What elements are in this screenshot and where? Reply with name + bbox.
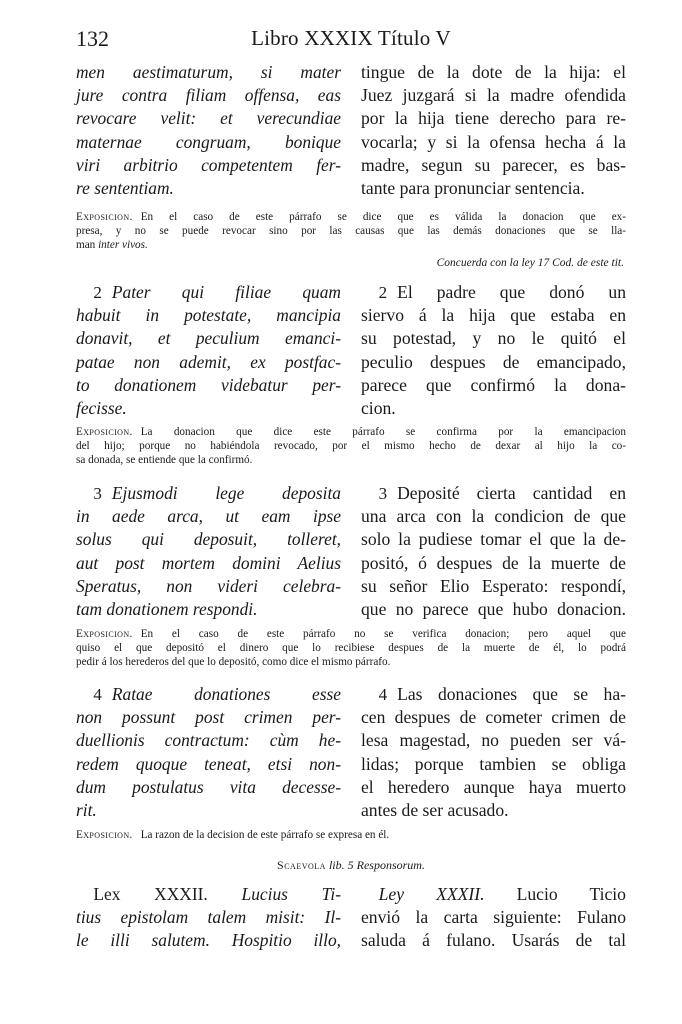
spanish-line: 3 Deposité cierta cantidad en (378, 483, 626, 503)
latin-line: viri arbitrio competentem fer- (76, 154, 341, 175)
law-heading: Ley XXXII. (378, 884, 485, 904)
spanish-line: madre, segun su parecer, es bas- (361, 154, 626, 175)
latin-line: to donationem videbatur per- (76, 374, 341, 395)
paragraph-number: 4 (378, 685, 388, 704)
paragraph-number: 4 (93, 685, 102, 704)
exposicion-label: Exposicion. (76, 426, 133, 438)
spanish-line: positó, ó despues de la muerte de (361, 552, 626, 573)
paragraph-number: 2 (93, 283, 102, 302)
spanish-line: cion. (361, 397, 396, 418)
page-number: 132 (76, 26, 109, 51)
exposicion-note-1 (76, 210, 626, 253)
latin-line: re sententiam. (76, 177, 174, 198)
latin-line: tius epistolam talem misit: Il- (76, 907, 341, 928)
spanish-line: por la hija tiene derecho para re- (361, 108, 626, 129)
spanish-column (361, 482, 626, 621)
latin-line: patae non ademit, ex postfac- (76, 351, 341, 372)
latin-line: 2 Pater qui filiae quam (93, 282, 341, 302)
spanish-line: que no parece que hubo donacion. (361, 598, 626, 619)
latin-line: revocare velit: et verecundiae (76, 108, 341, 129)
spanish-column (361, 281, 626, 420)
exposicion-note-2 (76, 425, 626, 468)
spanish-line: su potestad, y no le quitó el (361, 328, 626, 349)
exposicion-note-3 (76, 627, 626, 670)
paragraph-number: 3 (93, 484, 102, 503)
spanish-line: 4 Las donaciones que se ha- (378, 684, 626, 704)
latin-line: Speratus, non videri celebra- (76, 575, 341, 596)
spanish-line: saluda á fulano. Usarás de tal (361, 930, 626, 951)
page-header (76, 26, 626, 54)
running-title: Libro XXXIX Título V (251, 26, 451, 50)
exposicion-line: man inter vivos. (76, 239, 148, 252)
latin-column (76, 281, 341, 420)
exposicion-line: pedir á los herederos del que lo depositó, como dice el mismo párrafo. (76, 656, 391, 669)
latin-line: habuit in potestate, mancipia (76, 305, 341, 326)
spanish-line: una arca con la condicion de que (361, 506, 626, 527)
spanish-line: siervo á la hija que estaba en (361, 305, 626, 326)
latin-line: tam donationem respondi. (76, 598, 258, 619)
exposicion-line: Exposicion. En el caso de este párrafo se dice que es válida la donacion que ex- (76, 211, 626, 223)
latin-line: rit. (76, 799, 97, 820)
exposicion-line: Exposicion. La razon de la decision de este párrafo se expresa en él. (76, 829, 390, 841)
latin-line: redem quoque teneat, etsi non- (76, 753, 341, 774)
latin-line: duellionis contractum: cùm he- (76, 730, 341, 751)
spanish-line: cen despues de cometer crimen de (361, 707, 626, 728)
spanish-line: envió la carta siguiente: Fulano (361, 907, 626, 928)
latin-line: donavit, et peculium emanci- (76, 328, 341, 349)
exposicion-line: Exposicion. En el caso de este párrafo no se verifica donacion; pero aquel que (76, 628, 626, 640)
latin-column (76, 61, 341, 200)
spanish-line: tante para pronunciar sentencia. (361, 177, 585, 198)
exposicion-line: Exposicion. La donacion que dice este párrafo se confirma por la emancipacion (76, 426, 626, 438)
spanish-line: su señor Elio Esperato: respondí, (361, 575, 626, 596)
exposicion-line: sa donada, se entiende que la confirmó. (76, 454, 253, 467)
spanish-line: Juez juzgará si la madre ofendida (361, 85, 626, 106)
latin-column (76, 683, 341, 822)
fragment-3 (76, 482, 626, 622)
latin-line: 3 Ejusmodi lege deposita (93, 483, 341, 503)
latin-line: 4 Ratae donationes esse (93, 684, 341, 704)
latin-line: jure contra filiam offensa, eas (76, 85, 341, 106)
exposicion-label: Exposicion. (76, 211, 133, 223)
spanish-column (361, 883, 626, 953)
latin-line: dum postulatus vita decesse- (76, 776, 341, 797)
spanish-line: lidas; porque tambien se obliga (361, 753, 626, 774)
spanish-line: parece que confirmó la dona- (361, 374, 626, 395)
latin-line: men aestimaturum, si mater (76, 62, 341, 82)
exposicion-line: quiso el que depositó el dinero que lo recibiese despues de la muerte de él, lo podrá (76, 642, 626, 655)
concordance-note: Concuerda con la ley 17 Cod. de este tit. (436, 257, 624, 269)
spanish-column (361, 61, 626, 200)
latin-line: solus qui deposuit, tolleret, (76, 529, 341, 550)
spanish-column (361, 683, 626, 822)
latin-line: aut post mortem domini Aelius (76, 552, 341, 573)
fragment-2 (76, 281, 626, 421)
lex-32 (76, 883, 626, 958)
source-citation (76, 858, 626, 873)
paragraph-number: 3 (378, 484, 388, 503)
exposicion-line: del hijo; porque no habiéndola revocado, por el mismo hecho de dexar al hijo la co- (76, 440, 626, 453)
latin-line: maternae congruam, bonique (76, 131, 341, 152)
exposicion-label: Exposicion. (76, 829, 133, 841)
spanish-line: 2 El padre que donó un (378, 282, 626, 302)
latin-column (76, 482, 341, 621)
exposicion-label: Exposicion. (76, 628, 133, 640)
spanish-line: vocarla; y si la ofensa hecha á la (361, 131, 626, 152)
spanish-line: solo la pudiese tomar el que la de- (361, 529, 626, 550)
source-author: Scaevola (277, 858, 326, 872)
latin-line: in aede arca, ut eam ipse (76, 506, 341, 527)
spanish-line: antes de ser acusado. (361, 799, 509, 820)
spanish-line: tingue de la dote de la hija: el (361, 62, 626, 82)
fragment-4 (76, 683, 626, 823)
source-work: lib. 5 Responsorum. (328, 858, 425, 872)
spanish-line: el heredero aunque haya muerto (361, 776, 626, 797)
latin-line: Lex XXXII. Lucius Ti- (93, 884, 341, 904)
paragraph-number: 2 (378, 283, 388, 302)
spanish-line: lesa magestad, no pueden ser vá- (361, 730, 626, 751)
fragment-1-continuation (76, 61, 626, 201)
latin-line: non possunt post crimen per- (76, 707, 341, 728)
spanish-line: Ley XXXII. Lucio Ticio (378, 884, 626, 904)
latin-line: le illi salutem. Hospitio illo, (76, 930, 341, 951)
law-heading: Lex XXXII. (93, 884, 208, 904)
spanish-line: peculio despues de emancipado, (361, 351, 626, 372)
exposicion-line: presa, y no se puede revocar sino por las causas que las demás donaciones que se lla- (76, 225, 626, 238)
latin-line: fecisse. (76, 397, 127, 418)
latin-column (76, 883, 341, 953)
exposicion-note-4 (76, 828, 626, 842)
